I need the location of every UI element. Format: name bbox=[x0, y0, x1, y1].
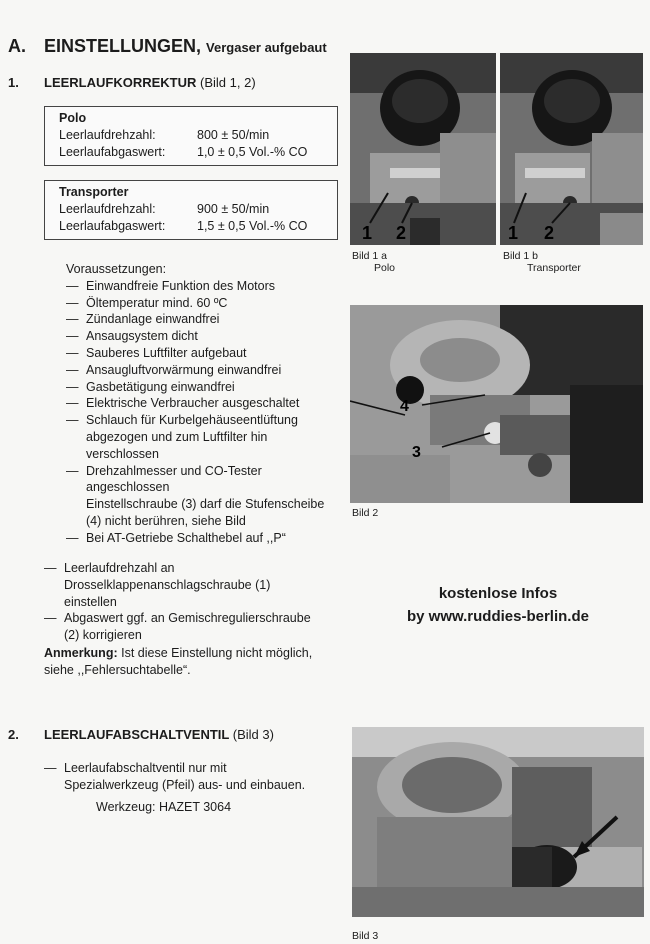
carburetor-photo bbox=[500, 53, 643, 245]
heading-number: 2. bbox=[8, 727, 19, 742]
heading-title: LEERLAUFABSCHALTVENTIL bbox=[44, 727, 230, 742]
caption-bild-1a: Bild 1 a Polo bbox=[352, 250, 396, 274]
section-subtitle: Vergaser aufgebaut bbox=[206, 40, 327, 55]
note-label: Anmerkung: bbox=[44, 646, 118, 660]
heading-title: LEERLAUFKORREKTUR bbox=[44, 75, 197, 90]
carburetor-photo bbox=[352, 727, 644, 917]
steps-list bbox=[44, 560, 334, 644]
label-1: 1 bbox=[508, 223, 519, 243]
spec-box-transporter bbox=[44, 180, 338, 240]
list-item: — Ansaugluftvorwärmung einwandfrei bbox=[66, 362, 282, 377]
promo-line-2: by www.ruddies-berlin.de bbox=[407, 608, 589, 625]
list-item: — Sauberes Luftfilter aufgebaut bbox=[66, 345, 247, 360]
list-item: — Gasbetätigung einwandfrei bbox=[66, 379, 235, 394]
heading-ref: (Bild 3) bbox=[232, 727, 274, 742]
spec-box-polo bbox=[44, 106, 338, 166]
list-item: — Schlauch für Kurbelgehäuseentlüftung abgezogen und zum Luftfilter hin verschlossen bbox=[66, 413, 298, 461]
photo-bild-3 bbox=[352, 727, 644, 917]
label-3: 3 bbox=[412, 444, 421, 461]
spec-row-drehzahl: Leerlaufdrehzahl: 900 ± 50/min bbox=[59, 202, 270, 216]
voraussetzungen-list bbox=[66, 261, 341, 547]
spec-row-abgaswert: Leerlaufabgaswert: 1,5 ± 0,5 Vol.-% CO bbox=[59, 219, 308, 233]
spec-row-abgaswert: Leerlaufabgaswert: 1,0 ± 0,5 Vol.-% CO bbox=[59, 145, 308, 159]
label-2: 2 bbox=[544, 223, 555, 243]
caption-bild-3: Bild 3 bbox=[352, 930, 379, 942]
list-item: — Öltemperatur mind. 60 ºC bbox=[66, 295, 228, 310]
heading-leerlaufkorrektur bbox=[8, 75, 256, 90]
photo-bild-1a bbox=[350, 53, 496, 245]
tool-line: Werkzeug: HAZET 3064 bbox=[96, 800, 232, 814]
heading-leerlaufabschaltventil bbox=[8, 727, 274, 742]
promo-line-1: kostenlose Infos bbox=[438, 585, 558, 602]
s2-steps bbox=[44, 760, 334, 794]
photo-bild-2 bbox=[350, 305, 643, 503]
label-4: 4 bbox=[400, 398, 409, 415]
caption-bild-1b: Bild 1 b Transporter bbox=[503, 250, 581, 274]
spec-box-title: Polo bbox=[59, 111, 87, 125]
voraussetzungen-title: Voraussetzungen: bbox=[66, 262, 167, 276]
list-item: — Ansaugsystem dicht bbox=[66, 329, 198, 344]
list-item: — Elektrische Verbraucher ausgeschaltet bbox=[66, 396, 300, 411]
carburetor-photo bbox=[350, 305, 643, 503]
list-item: — Abgaswert ggf. an Gemischregulierschraube (2) korrigieren bbox=[44, 611, 311, 643]
list-item: — Drehzahlmesser und CO-Tester angeschlossen bbox=[66, 463, 262, 495]
section-title: EINSTELLUNGEN, bbox=[44, 36, 202, 56]
list-item: — Bei AT-Getriebe Schalthebel auf ,,P“ bbox=[66, 530, 286, 545]
list-item: — Leerlaufdrehzahl an Drosselklappenanschlagschraube (1) einstellen bbox=[44, 561, 271, 609]
heading-number: 1. bbox=[8, 75, 19, 90]
list-item: — Zündanlage einwandfrei bbox=[66, 312, 220, 327]
carburetor-photo bbox=[350, 53, 496, 245]
label-2: 2 bbox=[396, 223, 407, 243]
list-item: — Leerlaufabschaltventil nur mit Spezialwerkzeug (Pfeil) aus- und einbauen. bbox=[44, 761, 306, 792]
photo-bild-1b bbox=[500, 53, 643, 245]
spec-box-title: Transporter bbox=[59, 185, 129, 199]
section-letter: A. bbox=[8, 36, 26, 56]
label-1: 1 bbox=[362, 223, 373, 243]
list-item-continued: Einstellschraube (3) darf die Stufenscheibe (4) nicht berühren, siehe Bild bbox=[86, 497, 325, 528]
section-heading bbox=[8, 36, 327, 57]
heading-ref: (Bild 1, 2) bbox=[200, 75, 256, 90]
caption-bild-2: Bild 2 bbox=[352, 507, 379, 519]
note bbox=[44, 645, 344, 679]
note-text: Ist diese Einstellung nicht möglich, siehe ,,Fehlersuchtabelle“. bbox=[44, 646, 313, 677]
spec-row-drehzahl: Leerlaufdrehzahl: 800 ± 50/min bbox=[59, 128, 270, 142]
list-item: — Einwandfreie Funktion des Motors bbox=[66, 278, 275, 293]
